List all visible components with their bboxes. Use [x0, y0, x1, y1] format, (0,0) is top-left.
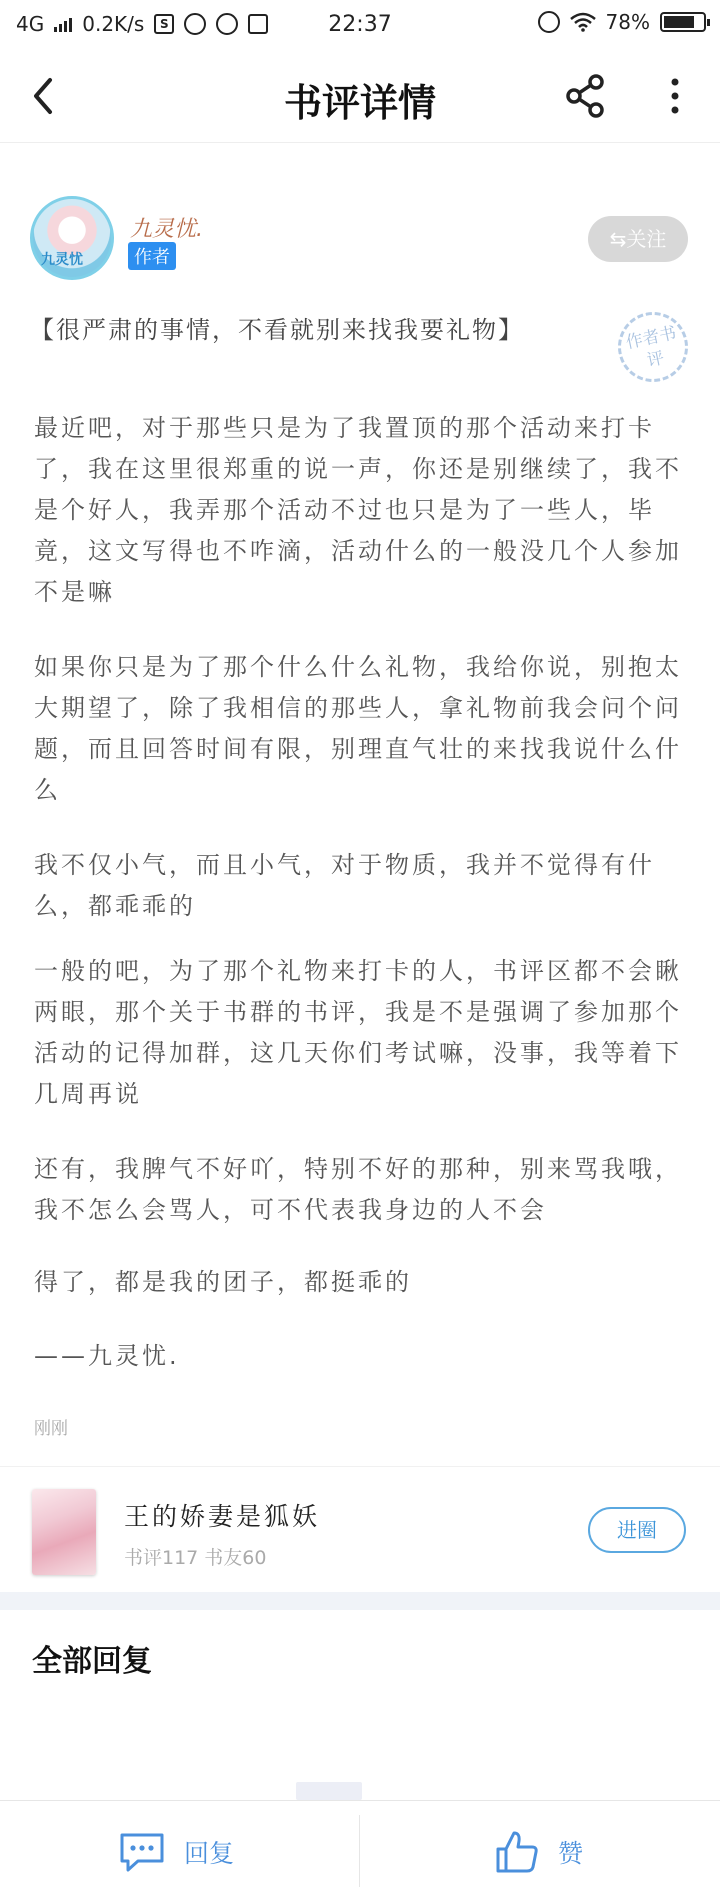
reply-label: 回复	[184, 1838, 235, 1868]
review-paragraph: 一般的吧，为了那个礼物来打卡的人，书评区都不会瞅两眼，那个关于书群的书评，我是不是强调了参加那个活动的记得加群，这几天你们考试嘛，没事，我等着下几周再说	[34, 957, 682, 1108]
avatar-text: 九灵忧	[41, 252, 83, 268]
like-label: 赞	[558, 1838, 584, 1868]
page-title: 书评详情	[283, 81, 436, 125]
battery-fill	[664, 16, 694, 28]
share-icon[interactable]	[562, 72, 610, 120]
reply-button[interactable]	[118, 1801, 234, 1902]
battery-icon	[660, 12, 706, 32]
review-paragraph: 如果你只是为了那个什么什么礼物，我给你说，别抱太大期望了，除了我相信的那些人，拿礼物前我会问个问题，而且回答时间有限，别理直气壮的来找我说什么什么	[34, 653, 682, 804]
author-badge: 作者	[128, 242, 176, 270]
app-s-icon: S	[154, 14, 174, 34]
comment-icon	[118, 1831, 166, 1873]
review-paragraph: 还有，我脾气不好吖，特别不好的那种，别来骂我哦，我不怎么会骂人，可不代表我身边的人不会	[34, 1155, 682, 1224]
status-bar	[0, 0, 720, 50]
bottom-divider	[359, 1815, 360, 1887]
book-cover[interactable]	[32, 1489, 96, 1575]
all-replies-title: 全部回复	[32, 1644, 152, 1679]
wifi-icon	[570, 12, 596, 32]
author-name[interactable]: 九灵忧.	[130, 217, 203, 242]
alarm-icon	[538, 11, 560, 33]
enter-circle-button[interactable]: 进圈	[588, 1507, 686, 1553]
review-headline: 【很严肃的事情，不看就别来找我要礼物】	[30, 316, 524, 344]
book-stats: 书评117 书友60	[124, 1547, 267, 1569]
network-label: 4G	[16, 12, 45, 36]
nav-bar	[0, 50, 720, 143]
like-button[interactable]	[494, 1801, 583, 1902]
book-card[interactable]	[0, 1466, 720, 1593]
battery-percent: 78%	[605, 10, 650, 34]
book-title[interactable]: 王的娇妻是狐妖	[124, 1502, 321, 1531]
post-time: 刚刚	[34, 1419, 68, 1439]
avatar[interactable]	[30, 196, 114, 280]
status-time: 22:37	[328, 12, 392, 37]
more-vertical-icon[interactable]	[660, 72, 690, 120]
section-divider	[0, 1592, 720, 1610]
follow-button[interactable]: ⇆关注	[588, 216, 688, 262]
review-paragraph: 得了，都是我的团子，都挺乖的	[34, 1268, 412, 1296]
scroll-indicator	[296, 1782, 362, 1800]
bottom-action-bar	[0, 1800, 720, 1902]
review-paragraph: 我不仅小气，而且小气，对于物质，我并不觉得有什么，都乖乖的	[34, 851, 655, 920]
review-signature: ——九灵忧.	[34, 1342, 180, 1370]
author-review-stamp: 作者书评	[611, 305, 694, 388]
review-paragraph: 最近吧，对于那些只是为了我置顶的那个活动来打卡了，我在这里很郑重的说一声，你还是别继续了，我不是个好人，我弄那个活动不过也只是为了一些人，毕竟，这文写得也不咋滴，活动什么的一般没几个人参加不是嘛	[34, 414, 682, 606]
network-speed: 0.2K/s	[82, 12, 145, 36]
thumbs-up-icon	[494, 1829, 540, 1875]
status-right	[538, 10, 706, 34]
